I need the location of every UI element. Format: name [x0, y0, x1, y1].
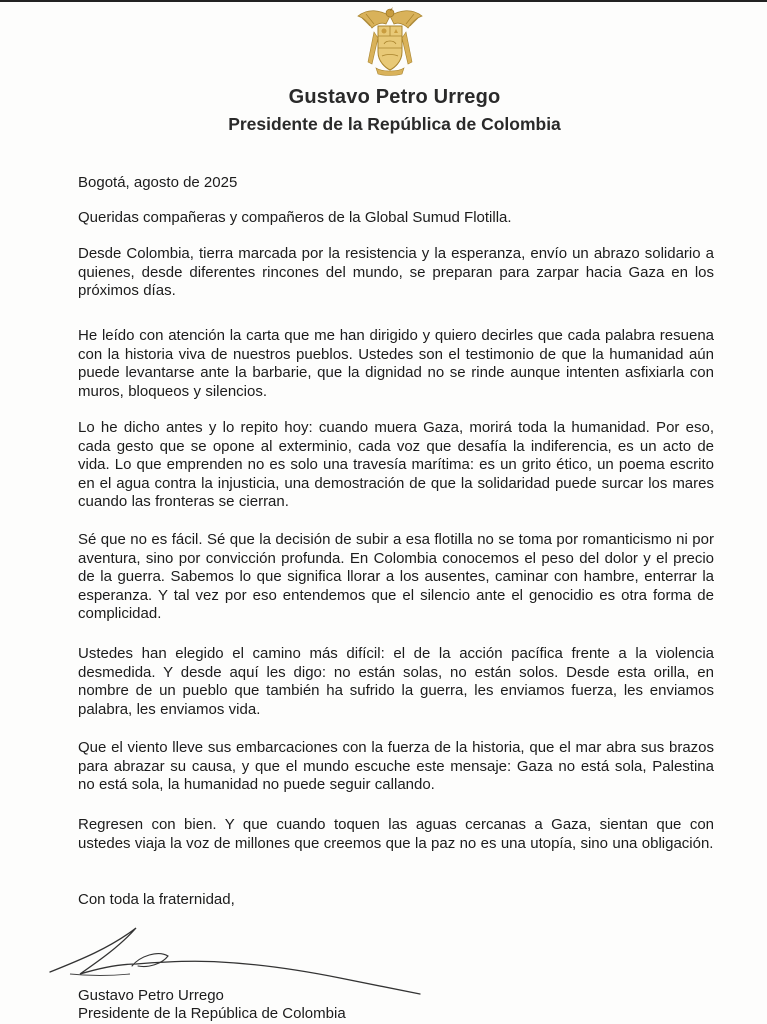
paragraph-6: Que el viento lleve sus embarcaciones con la fuerza de la historia, que el mar abra sus brazos para abrazar su causa, y que el mundo escuche este mensaje: Gaza no está sola, Palestina no está sola, la humanidad no puede seguir callando. — [78, 739, 714, 794]
salutation: Queridas compañeras y compañeros de la Global Sumud Flotilla. — [78, 209, 512, 226]
paragraph-5: Ustedes han elegido el camino más difícil: el de la acción pacífica frente a la violencia desmedida. Y desde aquí les digo: no están solas, no están solos. Desde esta orilla, en nombre de un pueblo que también ha sufrido la guerra, les enviamos fuerza, les enviamos palabra, les enviamos vida. — [78, 645, 714, 718]
paragraph-3: Lo he dicho antes y lo repito hoy: cuando muera Gaza, morirá toda la humanidad. Por eso, cada gesto que se opone al exterminio, cada voz que desafía la indiferencia, es un acto de vida. Lo que emprenden no es solo una travesía marítima: es un grito ético, un poema escrito en el agua contra la injusticia, una demostración de que la solidaridad puede surcar los mares cuando las fronteras se cierran. — [78, 419, 714, 511]
letterhead-name: Gustavo Petro Urrego — [288, 86, 501, 108]
signer-name: Gustavo Petro Urrego — [78, 987, 224, 1004]
signer-role: Presidente de la República de Colombia — [78, 1005, 346, 1022]
coat-of-arms-icon — [350, 2, 430, 82]
place-date: Bogotá, agosto de 2025 — [78, 174, 238, 191]
letterhead-role: Presidente de la República de Colombia — [228, 114, 561, 134]
paragraph-1: Desde Colombia, tierra marcada por la resistencia y la esperanza, envío un abrazo solidario a quienes, desde diferentes rincones del mundo, se preparan para zarpar hacia Gaza en los próximos días. — [78, 245, 714, 300]
paragraph-2: He leído con atención la carta que me han dirigido y quiero decirles que cada palabra resuena con la historia viva de nuestros pueblos. Ustedes son el testimonio de que la humanidad aún puede levantarse ante la barbarie, que la dignidad no se rinde aunque intenten asfixiarla con muros, bloqueos y silencios. — [78, 327, 714, 400]
paragraph-4: Sé que no es fácil. Sé que la decisión de subir a esa flotilla no se toma por romanticismo ni por aventura, sino por convicción profunda. En Colombia conocemos el peso del dolor y el precio de la guerra. Sabemos lo que significa llorar a los ausentes, caminar con hambre, enterrar la esperanza. Y tal vez por eso entendemos que el silencio ante el genocidio es otra forma de complicidad. — [78, 531, 714, 623]
paragraph-7: Regresen con bien. Y que cuando toquen las aguas cercanas a Gaza, sientan que con ustedes viaja la voz de millones que creemos que la paz no es una utopía, sino una obligación. — [78, 816, 714, 852]
closing: Con toda la fraternidad, — [78, 891, 235, 908]
